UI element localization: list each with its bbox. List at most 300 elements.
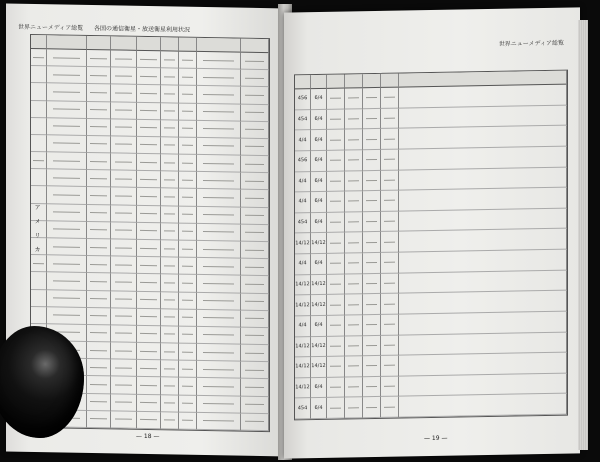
- right-table-notes-cell: [399, 332, 567, 356]
- right-table-cell: [381, 273, 399, 294]
- illegible-text-mark: [182, 214, 194, 215]
- illegible-text-mark: [203, 283, 233, 285]
- illegible-text-mark: [245, 129, 264, 130]
- left-table-cell: [137, 120, 161, 138]
- illegible-text-mark: [140, 110, 156, 111]
- left-table-cell: [137, 291, 161, 309]
- left-table-cell: [87, 376, 111, 394]
- right-table-cell: [327, 212, 345, 233]
- left-table-cell: [47, 273, 87, 291]
- illegible-text-mark: [140, 299, 156, 300]
- illegible-text-mark: [245, 335, 264, 336]
- illegible-text-mark: [115, 92, 133, 93]
- illegible-text-mark: [140, 127, 156, 128]
- illegible-text-mark: [182, 403, 194, 404]
- left-table-cell: [87, 411, 111, 429]
- left-table-cell: [31, 135, 47, 152]
- illegible-text-mark: [115, 58, 133, 59]
- left-table-cell: [31, 186, 47, 203]
- right-table-col1-cell: 454: [295, 213, 311, 234]
- illegible-text-mark: [90, 229, 106, 230]
- illegible-text-mark: [348, 159, 360, 160]
- illegible-text-mark: [115, 195, 133, 196]
- left-table-header-cell: [179, 38, 197, 52]
- left-table-cell: [197, 258, 241, 276]
- left-table-cell: [87, 273, 111, 291]
- right-table-cell: [381, 253, 399, 274]
- left-table-cell: [241, 328, 269, 346]
- right-table-cell: [345, 109, 363, 130]
- left-table-cell: [241, 121, 269, 139]
- right-table-cell: [345, 150, 363, 171]
- illegible-text-mark: [140, 265, 156, 266]
- left-table-cell: [179, 120, 197, 138]
- left-table-cell: [137, 154, 161, 172]
- illegible-text-mark: [203, 369, 233, 371]
- left-table-cell: [197, 413, 241, 431]
- illegible-text-mark: [348, 283, 360, 284]
- illegible-text-mark: [115, 161, 133, 162]
- illegible-paragraph: [480, 399, 486, 412]
- illegible-text-mark: [384, 200, 396, 201]
- left-table-cell: [241, 87, 269, 105]
- illegible-text-mark: [366, 139, 378, 140]
- left-table-cell: [179, 292, 197, 310]
- right-table-cell: [345, 336, 363, 357]
- illegible-text-mark: [330, 304, 342, 305]
- illegible-text-mark: [330, 407, 342, 408]
- illegible-text-mark: [245, 301, 264, 302]
- illegible-text-mark: [182, 59, 194, 60]
- left-table-cell: [111, 205, 137, 223]
- illegible-text-mark: [330, 263, 342, 264]
- left-table-cell: [47, 49, 87, 67]
- illegible-text-mark: [53, 57, 80, 58]
- left-table-cell: [241, 224, 269, 242]
- illegible-text-mark: [90, 281, 106, 282]
- illegible-text-mark: [164, 110, 176, 111]
- illegible-text-mark: [140, 58, 156, 59]
- left-table-header-cell: [31, 35, 47, 49]
- left-table-cell: [161, 275, 179, 292]
- left-table-cell: [47, 187, 87, 205]
- illegible-paragraph: [480, 361, 486, 368]
- illegible-text-mark: [203, 60, 233, 62]
- right-table-notes-cell: [399, 105, 567, 129]
- left-table-cell: [161, 326, 179, 343]
- right-table-cell: [381, 356, 399, 377]
- illegible-text-mark: [384, 344, 396, 345]
- left-table-cell: [137, 412, 161, 430]
- left-table-cell: [161, 361, 179, 379]
- left-table-cell: [197, 189, 241, 207]
- left-table-cell: [179, 241, 197, 259]
- left-table-cell: [197, 378, 241, 396]
- illegible-text-mark: [90, 109, 106, 110]
- right-table-notes-cell: [399, 85, 567, 109]
- left-table-header-cell: [47, 35, 87, 50]
- illegible-text-mark: [366, 159, 378, 160]
- right-table-cell: [363, 191, 381, 212]
- illegible-text-mark: [140, 419, 156, 420]
- right-table-cell: [363, 232, 381, 253]
- left-table-cell: [111, 257, 137, 275]
- illegible-text-mark: [348, 386, 360, 387]
- left-table-cell: [179, 395, 197, 413]
- illegible-text-mark: [366, 221, 378, 222]
- right-table-cell: [345, 377, 363, 398]
- left-table-cell: [111, 119, 137, 137]
- left-table-cell: [179, 103, 197, 121]
- illegible-text-mark: [182, 145, 194, 146]
- right-table-cell: [345, 233, 363, 254]
- illegible-text-mark: [90, 75, 106, 76]
- illegible-text-mark: [348, 139, 360, 140]
- illegible-text-mark: [140, 368, 156, 369]
- illegible-text-mark: [53, 315, 80, 316]
- illegible-text-mark: [115, 75, 133, 76]
- illegible-text-mark: [330, 180, 342, 181]
- illegible-text-mark: [348, 118, 360, 119]
- right-table-cell: [363, 88, 381, 109]
- right-table-col1-cell: 14/12: [295, 233, 311, 254]
- left-table-cell: [47, 152, 87, 170]
- illegible-text-mark: [182, 231, 194, 232]
- illegible-text-mark: [90, 178, 106, 179]
- left-table-cell: [137, 240, 161, 258]
- right-table-col2-cell: 14/12: [311, 233, 327, 254]
- left-table-cell: [47, 307, 87, 325]
- right-table-cell: [381, 335, 399, 356]
- left-table-cell: [241, 173, 269, 191]
- illegible-text-mark: [348, 345, 360, 346]
- illegible-text-mark: [140, 230, 156, 231]
- illegible-text-mark: [140, 316, 156, 317]
- right-table-cell: [381, 88, 399, 109]
- right-table-cell: [363, 397, 381, 418]
- illegible-text-mark: [53, 177, 80, 178]
- illegible-text-mark: [245, 60, 264, 61]
- illegible-text-mark: [330, 98, 342, 99]
- left-table-cell: [137, 257, 161, 275]
- left-table-cell: [161, 51, 179, 68]
- illegible-text-mark: [203, 317, 233, 319]
- illegible-text-mark: [182, 248, 194, 249]
- right-table-col2-cell: 6/4: [311, 316, 327, 337]
- left-table-cell: [31, 101, 47, 118]
- illegible-text-mark: [53, 229, 80, 230]
- illegible-text-mark: [115, 299, 133, 300]
- right-table-col2-cell: 14/12: [311, 357, 327, 378]
- right-table-col1-cell: 456: [295, 151, 311, 172]
- illegible-text-mark: [164, 162, 176, 163]
- left-table-cell: [161, 172, 179, 190]
- illegible-text-mark: [164, 214, 176, 215]
- illegible-text-mark: [366, 304, 378, 305]
- illegible-text-mark: [245, 370, 264, 371]
- left-table-cell: [241, 362, 269, 380]
- illegible-text-mark: [245, 387, 264, 388]
- illegible-text-mark: [115, 247, 133, 248]
- illegible-text-mark: [384, 159, 396, 160]
- left-table-cell: [161, 309, 179, 327]
- right-table-col2-cell: 6/4: [311, 109, 327, 130]
- left-table-cell: [197, 121, 241, 139]
- illegible-text-mark: [348, 180, 360, 181]
- left-table-cell: [47, 66, 87, 84]
- right-table-col1-cell: 4/4: [295, 192, 311, 213]
- illegible-text-mark: [203, 403, 233, 405]
- illegible-text-mark: [53, 212, 80, 213]
- illegible-text-mark: [348, 366, 360, 367]
- left-table-title: 各国の通信衛星・放送衛星利用状況: [94, 25, 191, 34]
- right-table-notes-cell: [399, 291, 567, 315]
- left-table-cell: [179, 86, 197, 103]
- illegible-text-mark: [90, 315, 106, 316]
- illegible-text-mark: [330, 345, 342, 346]
- right-table-cell: [327, 357, 345, 378]
- right-table-notes-cell: [399, 270, 567, 294]
- left-table-cell: [111, 50, 137, 68]
- country-label: アメリカ: [33, 204, 40, 261]
- illegible-text-mark: [182, 111, 194, 112]
- left-table-cell: [47, 170, 87, 188]
- left-table-cell: [31, 49, 47, 66]
- right-table-col1-cell: 454: [295, 398, 311, 419]
- illegible-text-mark: [384, 179, 396, 180]
- illegible-text-mark: [203, 180, 233, 182]
- illegible-text-mark: [90, 161, 106, 162]
- left-table-cell: [197, 207, 241, 225]
- right-table-header-cell: [295, 75, 311, 89]
- left-table-cell: [111, 325, 137, 343]
- left-table-cell: [87, 239, 111, 257]
- right-table-header-cell: [381, 74, 399, 88]
- illegible-text-mark: [115, 402, 133, 403]
- illegible-text-mark: [164, 179, 176, 180]
- illegible-text-mark: [203, 128, 233, 130]
- illegible-text-mark: [182, 334, 194, 335]
- right-table-cell: [327, 233, 345, 254]
- illegible-text-mark: [140, 282, 156, 283]
- left-table-cell: [161, 137, 179, 154]
- left-table-cell: [87, 187, 111, 205]
- illegible-text-mark: [182, 162, 194, 163]
- left-table-header-cell: [241, 39, 269, 53]
- right-table-notes-cell: [399, 188, 567, 212]
- left-table-cell: [241, 156, 269, 174]
- left-table-cell: [161, 206, 179, 224]
- right-table-cell: [327, 109, 345, 130]
- left-table-cell: [31, 66, 47, 83]
- left-table-cell: [197, 241, 241, 259]
- illegible-text-mark: [245, 215, 264, 216]
- left-table-cell: [197, 396, 241, 414]
- illegible-text-mark: [164, 93, 176, 94]
- illegible-text-mark: [115, 213, 133, 214]
- illegible-text-mark: [164, 145, 176, 146]
- left-table-cell: [47, 84, 87, 102]
- right-table-col2-cell: 6/4: [311, 151, 327, 172]
- left-table-cell: [87, 308, 111, 326]
- right-table-col1-cell: 4/4: [295, 172, 311, 193]
- right-table-cell: [327, 377, 345, 398]
- illegible-text-mark: [182, 179, 194, 180]
- illegible-text-mark: [53, 74, 80, 75]
- illegible-text-mark: [203, 266, 233, 268]
- right-table-cell: [327, 150, 345, 171]
- left-table-cell: [111, 188, 137, 206]
- right-table-col1-cell: 454: [295, 110, 311, 131]
- right-table-cell: [381, 397, 399, 418]
- left-table-cell: [111, 360, 137, 378]
- illegible-text-mark: [140, 333, 156, 334]
- right-table-notes-cell: [399, 147, 567, 171]
- left-table-cell: [31, 118, 47, 135]
- illegible-text-mark: [164, 299, 176, 300]
- left-table-cell: [161, 68, 179, 86]
- illegible-text-mark: [53, 108, 80, 109]
- left-table-cell: [111, 239, 137, 257]
- left-table-cell: [179, 361, 197, 379]
- illegible-text-mark: [164, 317, 176, 318]
- illegible-text-mark: [384, 118, 396, 119]
- illegible-text-mark: [245, 232, 264, 233]
- left-table-cell: [197, 344, 241, 362]
- left-table-cell: [161, 395, 179, 413]
- illegible-text-mark: [366, 324, 378, 325]
- right-table-col1-cell: 14/12: [295, 295, 311, 316]
- illegible-text-mark: [53, 91, 80, 92]
- right-table-notes-cell: [399, 394, 567, 418]
- illegible-text-mark: [348, 304, 360, 305]
- left-table-cell: [47, 101, 87, 119]
- right-table-cell: [327, 274, 345, 295]
- left-table-cell: [197, 138, 241, 156]
- illegible-text-mark: [366, 283, 378, 284]
- right-table-col1-cell: 4/4: [295, 130, 311, 151]
- illegible-text-mark: [203, 197, 233, 199]
- left-table-cell: [111, 274, 137, 292]
- illegible-text-mark: [164, 248, 176, 249]
- illegible-text-mark: [384, 241, 396, 242]
- illegible-text-mark: [115, 110, 133, 111]
- illegible-text-mark: [115, 333, 133, 334]
- illegible-text-mark: [182, 300, 194, 301]
- illegible-text-mark: [366, 97, 378, 98]
- illegible-text-mark: [348, 324, 360, 325]
- left-table-cell: [197, 327, 241, 345]
- left-table-cell: [241, 379, 269, 397]
- illegible-text-mark: [164, 128, 176, 129]
- illegible-text-mark: [203, 420, 233, 422]
- left-table-cell: [87, 170, 111, 188]
- illegible-text-mark: [366, 180, 378, 181]
- left-table-cell: [161, 412, 179, 429]
- illegible-text-mark: [182, 351, 194, 352]
- illegible-paragraph: [480, 337, 486, 350]
- right-table-cell: [327, 254, 345, 275]
- illegible-text-mark: [245, 163, 264, 164]
- illegible-text-mark: [182, 283, 194, 284]
- left-table-cell: [161, 103, 179, 121]
- left-table-cell: [111, 222, 137, 240]
- illegible-text-mark: [53, 160, 80, 161]
- right-table-notes-cell: [399, 229, 567, 253]
- illegible-paragraph: [480, 275, 486, 288]
- illegible-text-mark: [203, 249, 233, 251]
- right-table-col1-cell: 4/4: [295, 316, 311, 337]
- left-table-header-cell: [137, 37, 161, 51]
- illegible-text-mark: [164, 76, 176, 77]
- left-table-cell: [87, 119, 111, 137]
- illegible-text-mark: [164, 196, 176, 197]
- left-table-cell: [161, 223, 179, 240]
- illegible-text-mark: [182, 94, 194, 95]
- right-table-cell: [363, 274, 381, 295]
- right-table-notes-cell: [399, 373, 567, 397]
- left-table-cell: [87, 325, 111, 343]
- illegible-text-mark: [115, 316, 133, 317]
- illegible-text-mark: [182, 76, 194, 77]
- illegible-paragraph: [480, 237, 486, 244]
- illegible-text-mark: [182, 368, 194, 369]
- right-table-cell: [381, 129, 399, 150]
- right-running-head: 世界ニューメディア総覧: [498, 39, 564, 48]
- right-table-notes-cell: [399, 126, 567, 150]
- left-table-cell: [161, 343, 179, 361]
- left-table-cell: [179, 223, 197, 240]
- illegible-text-mark: [53, 280, 80, 281]
- right-table-cell: [327, 89, 345, 110]
- right-table-col1-cell: 14/12: [295, 378, 311, 399]
- illegible-text-mark: [330, 139, 342, 140]
- illegible-text-mark: [115, 419, 133, 420]
- illegible-text-mark: [90, 418, 106, 419]
- illegible-text-mark: [164, 265, 176, 266]
- illegible-text-mark: [53, 263, 80, 264]
- left-table-cell: [179, 344, 197, 362]
- right-table-cell: [327, 171, 345, 192]
- illegible-text-mark: [384, 324, 396, 325]
- right-table-header-cell: [345, 74, 363, 88]
- left-table-cell: [137, 309, 161, 327]
- illegible-text-mark: [140, 179, 156, 180]
- illegible-text-mark: [245, 352, 264, 353]
- right-table-notes-cell: [399, 353, 567, 377]
- left-table-cell: [161, 86, 179, 103]
- right-table-notes-cell: [399, 208, 567, 232]
- right-table-cell: [363, 335, 381, 356]
- left-table-cell: [161, 240, 179, 258]
- left-table-cell: [111, 171, 137, 189]
- illegible-text-mark: [330, 119, 342, 120]
- left-table-cell: [197, 172, 241, 190]
- right-data-table: [294, 70, 568, 421]
- illegible-text-mark: [53, 297, 80, 298]
- left-table-cell: [197, 52, 241, 70]
- left-table-cell: [137, 223, 161, 241]
- illegible-text-mark: [182, 420, 194, 421]
- right-table-cell: [327, 192, 345, 213]
- illegible-paragraph: [480, 299, 486, 306]
- right-table-cell: [381, 149, 399, 170]
- left-table-cell: [31, 83, 47, 100]
- right-table-cell: [363, 294, 381, 315]
- illegible-text-mark: [245, 284, 264, 285]
- illegible-text-mark: [164, 334, 176, 335]
- left-table-cell: [47, 204, 87, 222]
